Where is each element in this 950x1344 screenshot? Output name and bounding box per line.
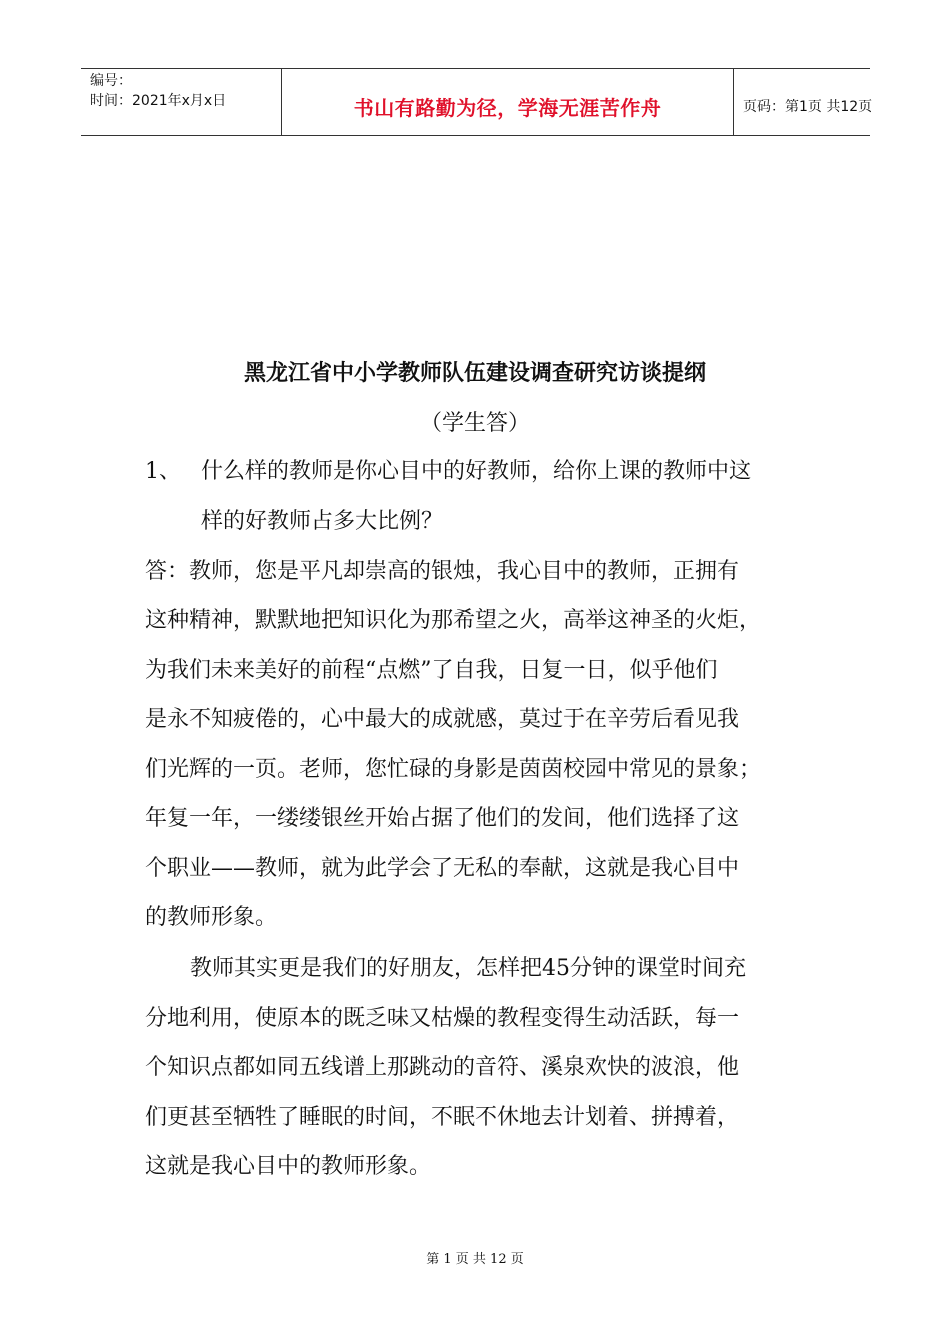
paragraph-line: 们更甚至牺牲了睡眠的时间，不眠不休地去计划着、拼搏着， bbox=[145, 1105, 740, 1130]
header-motto-cell bbox=[281, 69, 734, 135]
paragraph-line: 这就是我心目中的教师形象。 bbox=[145, 1154, 432, 1179]
question-line: 样的好教师占多大比例？ bbox=[201, 509, 444, 534]
paragraph-line: 个知识点都如同五线谱上那跳动的音符、溪泉欢快的波浪，他 bbox=[145, 1055, 740, 1080]
answer-line: 个职业——教师，就为此学会了无私的奉献，这就是我心目中 bbox=[145, 856, 740, 881]
answer-line: 为我们未来美好的前程“点燃”了自我，日复一日，似乎他们 bbox=[145, 658, 718, 683]
document-title: 黑龙江省中小学教师队伍建设调查研究访谈提纲 bbox=[243, 360, 706, 386]
paragraph-line: 分地利用，使原本的既乏味又枯燥的教程变得生动活跃，每一 bbox=[145, 1006, 740, 1031]
header-motto: 书山有路勤为径，学海无涯苦作舟 bbox=[353, 96, 662, 120]
answer-line: 答：教师，您是平凡却崇高的银烛，我心目中的教师，正拥有 bbox=[145, 559, 740, 584]
answer-line: 们光辉的一页。老师，您忙碌的身影是茵茵校园中常见的景象； bbox=[145, 757, 762, 782]
header-meta-cell bbox=[81, 69, 281, 135]
document-subtitle: （学生答） bbox=[419, 411, 530, 436]
document-number-label: 编号： bbox=[90, 73, 132, 89]
answer-line: 的教师形象。 bbox=[145, 905, 278, 930]
answer-line: 是永不知疲倦的，心中最大的成就感，莫过于在辛劳后看见我 bbox=[145, 707, 740, 732]
question-line: 什么样的教师是你心目中的好教师，给你上课的教师中这 bbox=[201, 459, 752, 484]
answer-line: 这种精神，默默地把知识化为那希望之火，高举这神圣的火炬， bbox=[145, 608, 762, 633]
document-header bbox=[81, 68, 873, 136]
document-date-label: 时间：2021年x月x日 bbox=[90, 93, 227, 109]
question-number: 1、 bbox=[145, 459, 181, 484]
header-page-cell bbox=[734, 69, 873, 135]
paragraph-line: 教师其实更是我们的好朋友，怎样把45分钟的课堂时间充 bbox=[190, 956, 746, 981]
answer-line: 年复一年，一缕缕银丝开始占据了他们的发间，他们选择了这 bbox=[145, 806, 740, 831]
page-footer: 第 1 页 共 12 页 bbox=[426, 1252, 524, 1267]
header-page-info: 页码：第1页 共12页 bbox=[743, 99, 873, 115]
